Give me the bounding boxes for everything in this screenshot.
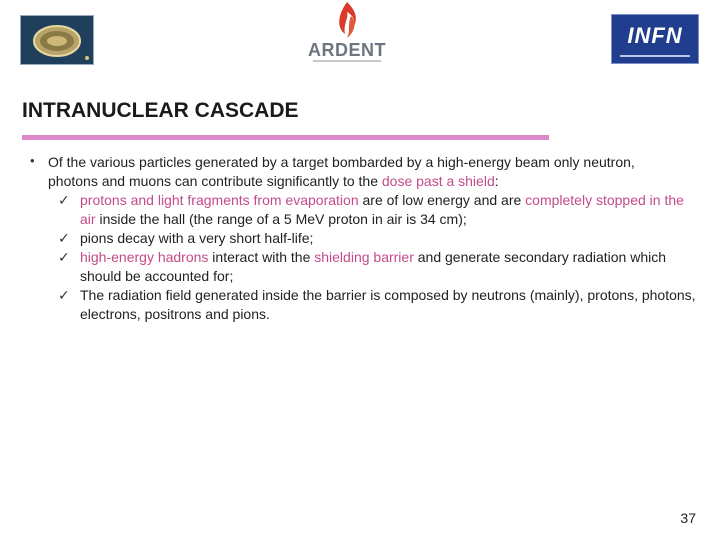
check-list: [58, 191, 698, 324]
intro-highlight: dose past a shield: [381, 173, 495, 189]
ardent-tagline-line: [313, 60, 381, 62]
intro-text-end: :: [494, 173, 499, 189]
intro-paragraph: [48, 153, 688, 191]
infn-logo-text: INFN: [627, 23, 683, 48]
item-text: and generate secondary radiation which should be accounted for;: [80, 249, 667, 284]
title-underline: [22, 135, 549, 140]
bullet-marker: •: [30, 153, 35, 168]
list-item: [58, 191, 698, 229]
item-highlight: protons and light fragments from evaporation: [80, 192, 359, 208]
item-text: are of low energy and are: [358, 192, 526, 208]
slide-title: INTRANUCLEAR CASCADE: [22, 99, 299, 122]
intro-text: Of the various particles generated by a target bombarded by a high-energy beam only neutron, photons and muons can contribute significantly to the: [48, 154, 635, 189]
flame-logo-icon: [303, 0, 391, 40]
check-icon: ✓: [58, 192, 70, 208]
item-text: inside the hall (the range of a 5 MeV proton in air is 34 cm);: [95, 211, 467, 227]
list-item: [58, 229, 698, 248]
item-highlight: high-energy hadrons: [80, 249, 209, 265]
ardent-logo: [303, 0, 391, 64]
check-icon: ✓: [58, 230, 70, 246]
check-icon: ✓: [58, 287, 70, 303]
coin-logo-icon: [20, 15, 94, 65]
list-item: [58, 286, 698, 324]
infn-logo: [611, 14, 699, 64]
check-icon: ✓: [58, 249, 70, 265]
ardent-logo-text: ARDENT: [308, 40, 386, 60]
item-highlight: completely stopped in the air: [80, 192, 684, 227]
list-item: [58, 248, 698, 286]
item-text: The radiation field generated inside the barrier is composed by neutrons (mainly), protons, photons, electrons, positrons and pions.: [80, 287, 696, 322]
infn-logo-subline: [620, 55, 690, 57]
item-highlight: shielding barrier: [314, 249, 414, 265]
item-text: pions decay with a very short half-life;: [80, 230, 314, 246]
page-number: 37: [680, 510, 696, 526]
item-text: interact with the: [208, 249, 315, 265]
